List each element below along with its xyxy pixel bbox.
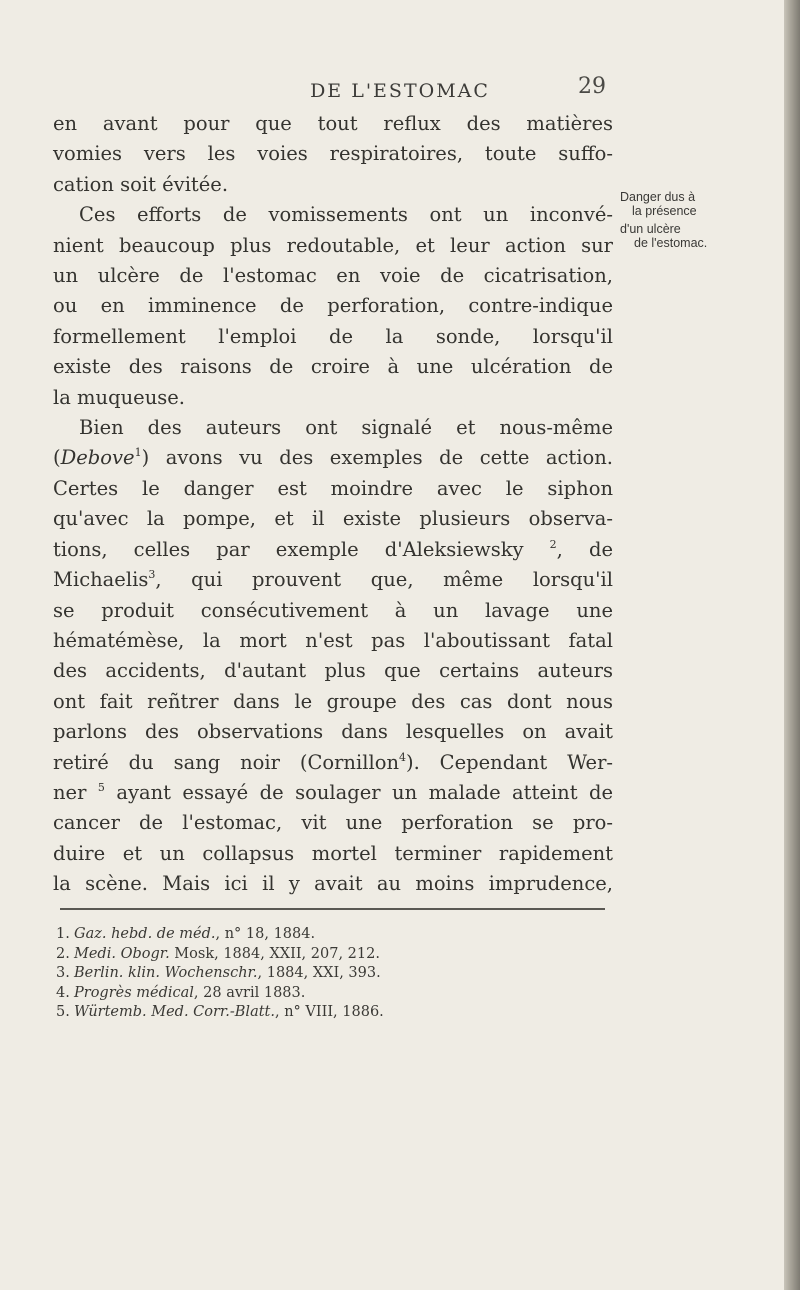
footnote [56, 925, 616, 945]
footnote-source: Gaz. hebd. de méd. [74, 926, 216, 942]
footnote-details: , n° 18, 1884. [215, 926, 316, 942]
running-head [0, 74, 784, 114]
margin-note [620, 190, 760, 250]
author-name: Debove [60, 446, 135, 470]
footnotes [56, 925, 616, 1023]
footnote-details: , n° VIII, 1886. [274, 1004, 384, 1020]
footnote-number: 3. [56, 965, 70, 981]
text-line: en avant pour que tout reflux des matières [53, 112, 613, 135]
text-line: cancer de l'estomac, vit une perforation se pro- [53, 811, 613, 835]
text-line: ou en imminence de perforation, contre-indique [53, 294, 613, 318]
margin-note-line: la présence [632, 204, 697, 218]
text-line: Ces efforts de vomissements ont un inconvé- [79, 203, 613, 227]
text-line: Bien des auteurs ont signalé et nous-même [79, 416, 613, 440]
margin-note-line: Danger dus à [620, 190, 696, 204]
text-line: cation soit évitée. [53, 172, 229, 196]
footnote-ref: 3 [148, 568, 156, 582]
footnote-source: Progrès médical [74, 984, 194, 1001]
running-head-title: DE L'ESTOMAC [310, 80, 490, 102]
text-line [53, 443, 613, 473]
page-number: 29 [578, 74, 606, 99]
text-line [53, 748, 613, 778]
footnote-number: 2. [56, 945, 70, 962]
text-fragment: retiré du sang noir (Cornillon [53, 750, 399, 774]
text-line: vomies vers les voies respiratoires, toute suffo- [53, 142, 613, 166]
text-line: qu'avec la pompe, et il existe plusieurs observa- [53, 507, 613, 531]
footnote-number: 4. [56, 984, 70, 1001]
body-text [53, 109, 613, 900]
footnote-ref: 5 [97, 780, 105, 794]
text-line: parlons des observations dans lesquelles on avait [53, 720, 613, 744]
text-line: des accidents, d'autant plus que certains auteurs [53, 659, 613, 683]
text-fragment: ( [53, 446, 61, 470]
footnote-source: Berlin. klin. Wochenschr. [74, 965, 258, 981]
footnote-ref: 1 [134, 446, 142, 460]
footnote-source: Würtemb. Med. Corr.-Blatt. [74, 1004, 275, 1020]
footnote [56, 1003, 616, 1023]
footnote-ref: 4 [399, 750, 406, 764]
text-line: existe des raisons de croire à une ulcération de [53, 355, 613, 379]
footnote-details: Mosk, 1884, XXII, 207, 212. [169, 945, 380, 962]
text-line [53, 778, 613, 808]
page-edge [784, 0, 800, 1290]
footnote [56, 984, 616, 1004]
text-line: la muqueuse. [53, 385, 185, 409]
text-line: formellement l'emploi de la sonde, lorsqu'il [53, 324, 613, 348]
text-line: hématémèse, la mort n'est pas l'aboutissant fatal [53, 628, 613, 652]
text-line: nient beaucoup plus redoutable, et leur action sur [53, 233, 613, 257]
text-fragment: ). Cependant Wer- [406, 750, 613, 774]
footnote-number: 1. [56, 926, 70, 942]
text-fragment: Michaelis [53, 568, 149, 592]
footnote-number: 5. [56, 1004, 70, 1020]
text-line: la scène. Mais ici il y avait au moins imprudence, [53, 872, 613, 896]
footnote-source: Medi. Obogr. [74, 945, 170, 962]
text-line [53, 565, 613, 595]
text-line: duire et un collapsus mortel terminer rapidement [53, 841, 613, 865]
text-fragment: , qui prouvent que, même lorsqu'il [155, 568, 613, 592]
text-line: un ulcère de l'estomac en voie de cicatrisation, [53, 264, 613, 288]
text-line: Certes le danger est moindre avec le siphon [53, 476, 613, 500]
footnote-details: , 28 avril 1883. [193, 984, 306, 1001]
margin-note-line: d'un ulcère [620, 222, 681, 236]
footnote [56, 945, 616, 965]
footnote [56, 964, 616, 984]
footnote-ref: 2 [549, 537, 557, 551]
text-fragment: tions, celles par exemple d'Aleksiewsky [53, 537, 550, 561]
text-fragment: , de [556, 537, 613, 561]
text-line: se produit consécutivement à un lavage une [53, 598, 613, 622]
text-line [53, 535, 613, 565]
footnote-details: , 1884, XXI, 393. [257, 965, 381, 981]
text-fragment: ) avons vu des exemples de cette action. [141, 446, 613, 470]
footnote-rule [60, 908, 605, 910]
text-fragment: ner [53, 780, 98, 804]
text-fragment: ayant essayé de soulager un malade atteint de [104, 780, 613, 804]
margin-note-line: de l'estomac. [634, 236, 708, 250]
text-line: ont fait reñtrer dans le groupe des cas dont nous [53, 689, 613, 713]
